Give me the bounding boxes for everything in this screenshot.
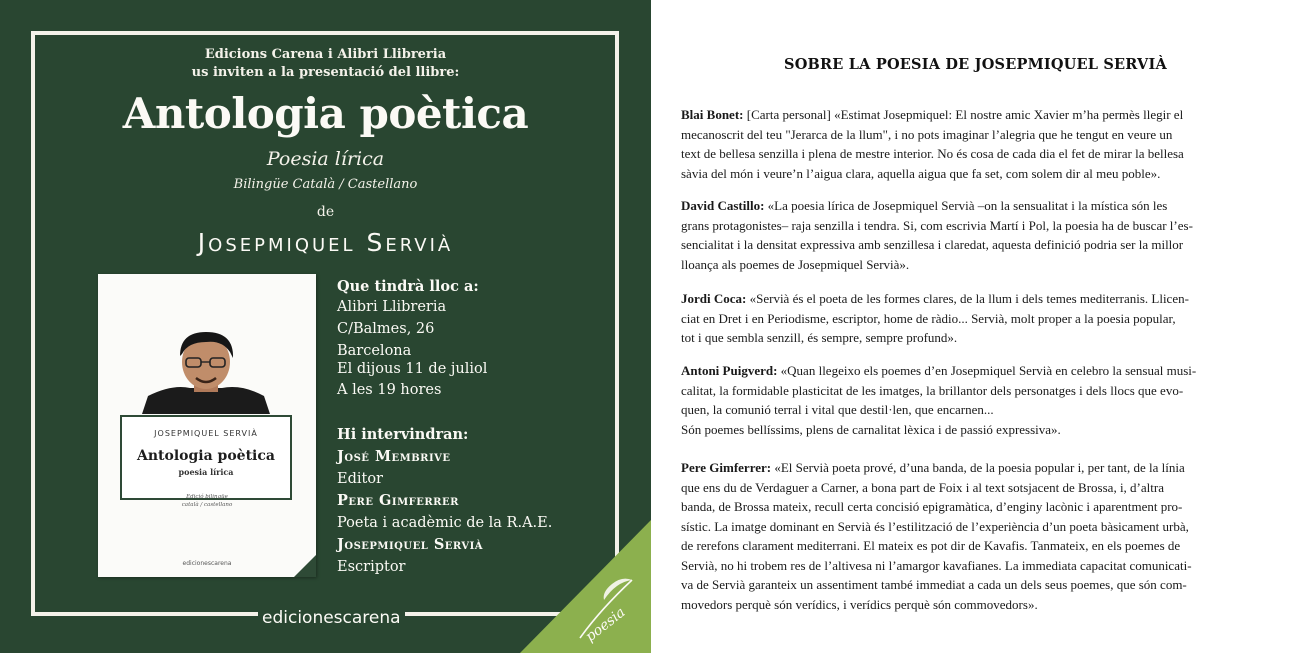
speakers-label: Hi intervindran: [337,426,469,443]
quote-line [681,105,1271,125]
quote-line: grans protagonistes– raja senzilla i tendra. Si, com escrivia Martí i Pol, la poesia ha de buscar l’es- [681,217,1193,233]
quote-text: [Carta personal] «Estimat Josepmiquel: El nostre amic Xavier m’ha permès llegir el [746,107,1184,122]
quote-antoni-puigverd [681,361,1271,439]
book-cover-subtitle: poesia lírica [178,467,234,477]
quote-jordi-coca [681,289,1271,348]
quote-author: Antoni Puigverd: [681,363,778,378]
quote-line: que ens du de Verdaguer a Carner, a bona part de Foix i al text sotsjacent de Brossa, i, d’altra [681,479,1164,495]
book-cover-edition-1: Edició bilingüe [186,494,228,500]
book-cover-author: JOSEPMIQUEL SERVIÀ [154,429,258,438]
reviews-title: SOBRE LA POESIA DE JOSEPMIQUEL SERVIÀ [784,56,1167,73]
quote-line: text de bellesa senzilla i plena de mestre interior. No és cosa de cada dia el fet de mirar la bellesa [681,146,1184,161]
venue-label: Que tindrà lloc a: [337,278,479,295]
intro-line-2: us inviten a la presentació del llibre: [191,65,460,80]
intro-line-1: Edicions Carena i Alibri Llibreria [204,47,447,62]
quote-text: «Servià és el poeta de les formes clares, de la llum i dels temes mediterranis. Llicen- [749,291,1189,306]
speaker-role: Escriptor [337,559,406,575]
book-cover-edition-2: català / castellano [181,502,233,508]
poesia-corner [520,520,651,653]
quote-author: Blai Bonet: [681,107,744,122]
speaker-name: Pere Gimferrer [337,492,459,509]
quote-line: sàvia del món i veure’n l’aigua clara, aquella aigua que fa set, com solem dir al meu poble». [681,165,1161,181]
by-word: de [316,204,335,220]
venue-line: C/Balmes, 26 [337,321,435,337]
venue-line: Barcelona [337,343,412,359]
quote-line: quen, la comunió terral i vital que destil·len, que encarnen... [681,402,994,417]
book-cover-label [120,415,292,500]
book-cover-corner [294,555,316,577]
quote-author: Jordi Coca: [681,291,747,306]
venue-line: Alibri Llibreria [337,299,447,315]
quote-line: Servià, no hi trobem res de l’altivesa ni l’amargor kavafianes. La immediata capacitat comunicati- [681,557,1192,573]
quote-author: Pere Gimferrer: [681,460,772,475]
quote-line: sencialitat i la densitat expressiva amb senzillesa i claredat, aquesta definició podria ser la millor [681,237,1184,252]
quote-line: lloança als poemes de Josepmiquel Servià». [681,256,910,272]
corner-text: poesia [582,604,629,646]
quote-line [681,361,1271,381]
book-cover-publisher: edicionescarena [182,560,232,567]
venue-line: A les 19 hores [337,382,442,398]
book-title: Antologia poètica [122,89,529,138]
quote-line [681,458,1271,478]
quote-line: tot i que sembla senzill, és sempre, sempre profund». [681,330,958,345]
speaker-name: José Membrive [337,448,451,465]
reviews-panel [651,0,1300,653]
quote-pere-gimferrer [681,458,1271,614]
quote-line: de rerefons clarament mediterrani. El mateix es pot dir de Kavafis. Tanmateix, en els poemes de [681,538,1181,553]
speaker-role: Poeta i acadèmic de la R.A.E. [337,515,553,531]
quote-blai-bonet [681,105,1271,183]
quote-line [681,289,1271,309]
book-cover-title: Antologia poètica [137,448,275,464]
quote-text: «Quan llegeixo els poemes d’en Josepmiquel Servià en celebro la sensual musi- [780,363,1197,378]
quote-line: movedors perquè són verídics, i verídics perquè són commovedors». [681,596,1038,612]
quote-text: «La poesia lírica de Josepmiquel Servià –on la sensualitat i la mística són les [767,198,1168,213]
quote-line: ciat en Dret i en Periodisme, escriptor, home de ràdio... Servià, molt proper a la poesia popular, [681,310,1176,326]
quote-author: David Castillo: [681,198,765,213]
quote-line: sístic. La imatge dominant en Servià és l’estilització de l’experiència d’un poeta bàsicament urbà, [681,518,1189,534]
speaker-name: Josepmiquel Servià [337,536,484,553]
venue-line: El dijous 11 de juliol [337,361,488,377]
quote-line: mecanoscrit del teu "Jerarca de la llum", i no pots imaginar l’alegria que he tengut en veure un [681,126,1173,142]
book-subtitle: Poesia lírica [266,148,385,170]
book-language: Bilingüe Català / Castellano [233,177,418,192]
quote-line: calitat, la formidable plasticitat de les imatges, la brillantor dels personatges i dels llocs que evo- [681,382,1184,398]
book-cover [98,274,316,577]
quote-line: va de Servià garanteix un assentiment també immediat a cada un dels seus poemes, que són com- [681,577,1187,592]
speaker-role: Editor [337,471,383,487]
quote-david-castillo [681,196,1271,274]
quote-line: Són poemes bellíssims, plens de carnalitat lèxica i de passió expressiva». [681,421,1061,437]
author-photo [142,326,270,414]
quote-text: «El Servià poeta prové, d’una banda, de la poesia popular i, per tant, de la línia [774,460,1185,475]
quote-line: banda, de Brossa mateix, recull certa concisió epigramàtica, d’enginy lacònic i aparentment pro- [681,499,1183,514]
publisher-logo: edicionescarena [258,606,405,630]
quote-line [681,196,1271,216]
author-name: Josepmiquel Servià [197,228,454,257]
